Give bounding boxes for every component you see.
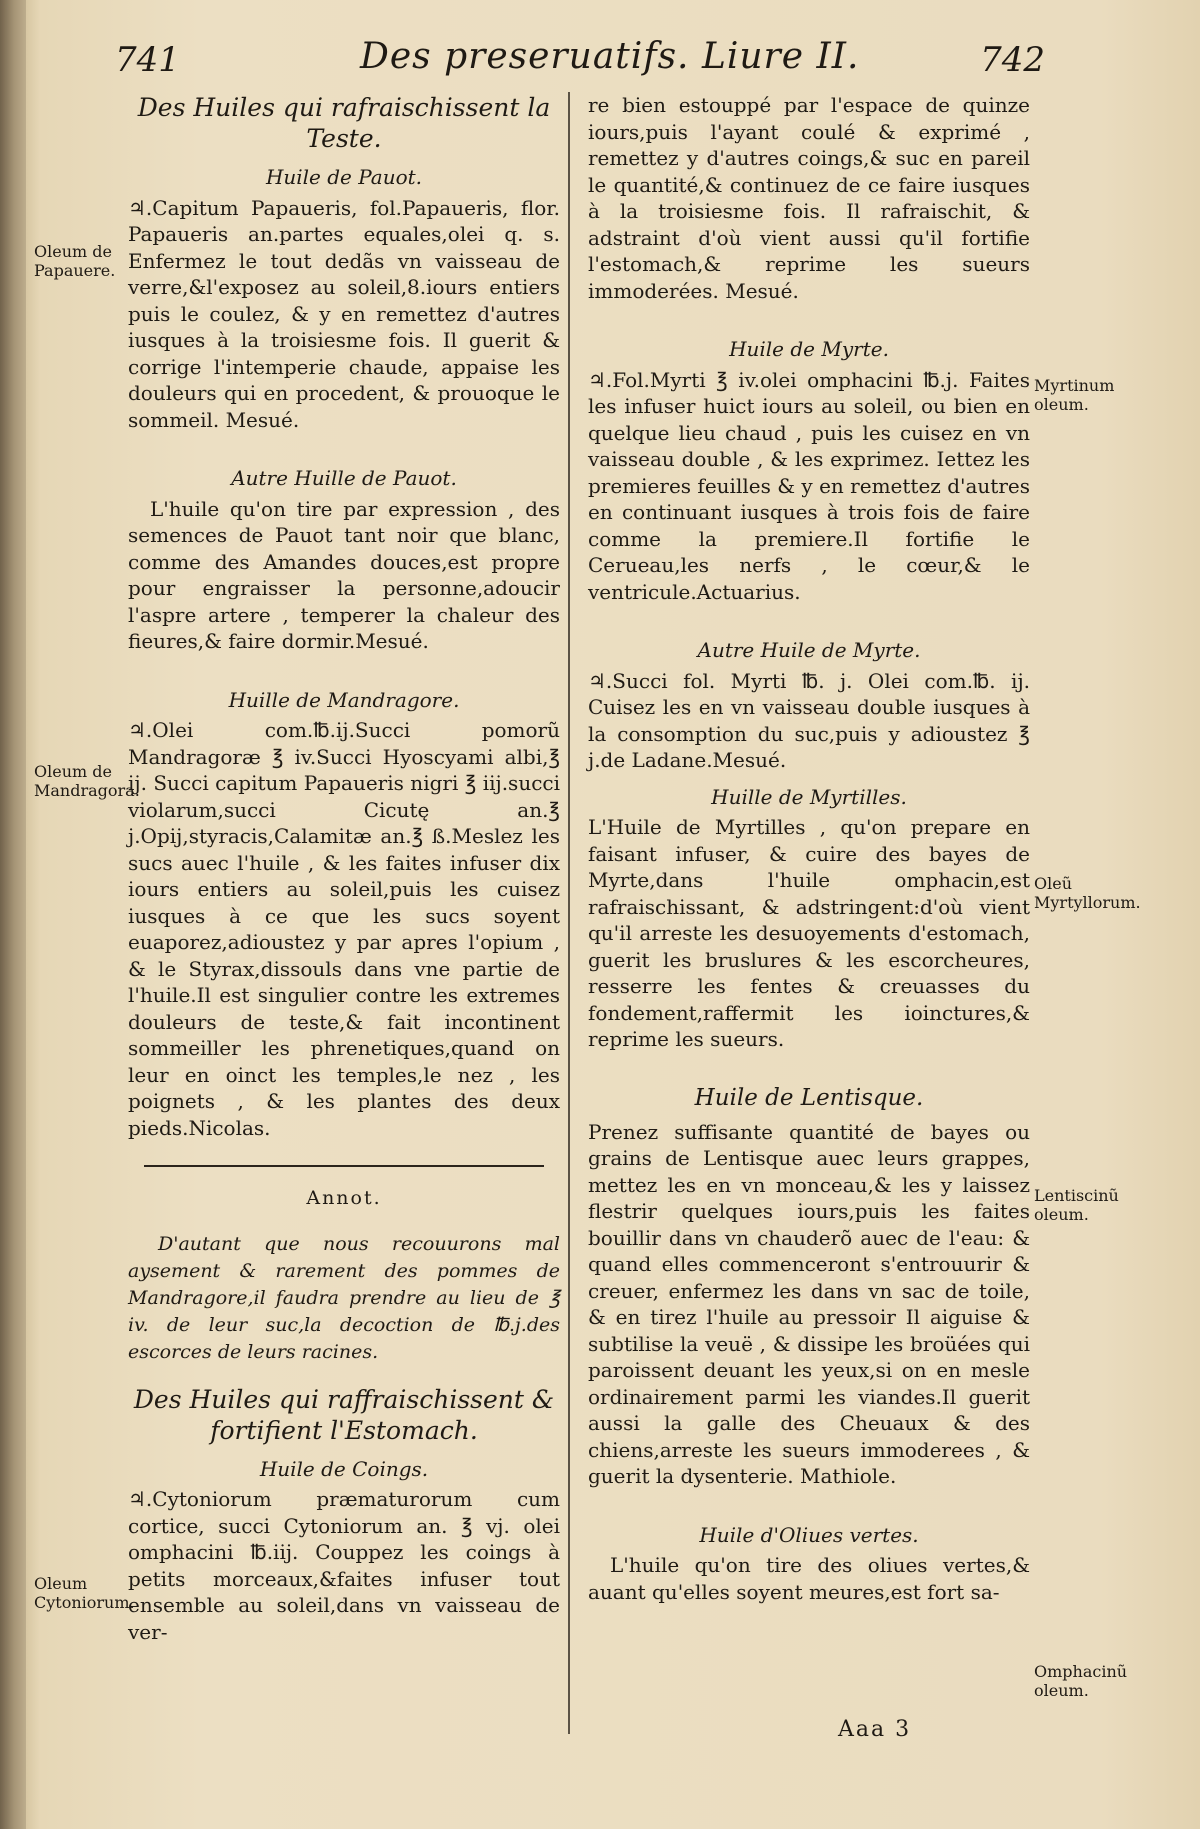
page-number-right: 742	[980, 40, 1045, 80]
margin-oleum-cytoniorum: Oleum Cytoniorum.	[34, 1574, 135, 1612]
text-myrtilles: L'Huile de Myrtilles , qu'on prepare en faisant infuser, & cuire des bayes de Myrte,dans l'huile omphacin,est rafraischissant, & adstringent:d'où vient qu'il arreste les desuoyements d'estomach, guerit les bruslures & les escorcheures, resserre les fentes & creuasses du fondement,raffermit les ioinctures,& reprime les sueurs.	[588, 815, 1030, 1051]
text-autre-pauot: L'huile qu'on tire par expression , des semences de Pauot tant noir que blanc, comme des Amandes douces,est propre pour engraisser la personne,adoucir l'aspre artere , temperer la chaleur des fieures,& faire dormir.Mesué.	[128, 496, 560, 653]
column-divider	[568, 92, 570, 1734]
text-coings: ♃.Cytoniorum præmaturorum cum cortice, succi Cytoniorum an. ℥ vj. olei omphacini ℔.iij. Couppez les coings à petits morceaux,&faites infuser tout ensemble au soleil,dans vn vaisseau de ver-	[128, 1487, 560, 1644]
heading-myrte: Huile de Myrte.	[729, 337, 889, 361]
margin-oleum-myrtyllorum: Oleũ Myrtyllorum.	[1034, 874, 1141, 912]
text-huile-pauot: ♃.Capitum Papaueris, fol.Papaueris, flor. Papaueris an.partes equales,olei q. s. Enfermez le tout dedãs vn vaisseau de verre,&l'exposez au soleil,8.iours entiers puis le coulez, & y en remettez d'autres iusques à la troisiesme fois. Il guerit & corrige l'intemperie chaude, appaise les douleurs qui en procedent, & prouoque le sommeil. Mesué.	[128, 195, 560, 432]
text-lentisque: Prenez suffisante quantité de bayes ou grains de Lentisque auec leurs grappes, mettez les en vn monceau,& les y laissez flestrir quelques iours,puis les faites bouillir dans vn chauderõ auec de l'eau: & quand elles commenceront s'entrouurir & creuer, enfermez les dans vn sac de toile, & en tirez l'huile au pressoir Il aiguise & subtilise la veuë , & dissipe les broüées qui paroissent deuant les yeux,si on en mesle ordinairement parmi les viandes.Il guerit aussi la galle des Cheuaux & des chiens,arreste les sueurs immoderees , & guerit la dysenterie. Mathiole.	[588, 1119, 1030, 1488]
annot-text: D'autant que nous recouurons mal aysement & rarement des pommes de Mandragore,il faudra prendre au lieu de ℥ iv. de leur suc,la decoction de ℔.j.des escorces de leurs racines.	[128, 1232, 560, 1363]
heading-lentisque: Huile de Lentisque.	[694, 1084, 924, 1111]
page-number-left: 741	[115, 40, 180, 80]
annot-heading: Annot.	[306, 1187, 382, 1209]
text-mandragore: ♃.Olei com.℔.ij.Succi pomorũ Mandragoræ ℥ iv.Succi Hyoscyami albi,℥ ij. Succi capitum Papaueris nigri ℥ iij.succi violarum,succi Cicutę an.℥ j.Opij,styracis,Calamitæ an.℥ ß.Meslez les sucs auec l'huile , & les faites infuser dix iours entiers au soleil,puis les cuisez iusques à ce que les sucs soyent euaporez,adioustez y par apres l'opium , & le Styrax,dissouls dans vne partie de l'huile.Il est singulier contre les extremes douleurs de teste,& fait incontinent sommeiller les phrenetiques,quand on leur en oinct les temples,le nez , les poignets , & les plantes des deux pieds.Nicolas.	[128, 718, 560, 1140]
heading-autre-pauot: Autre Huille de Pauot.	[231, 466, 457, 490]
heading-coings: Huile de Coings.	[259, 1456, 429, 1481]
text-olives: L'huile qu'on tire des oliues vertes,& auant qu'elles soyent meures,est fort sa-	[588, 1553, 1030, 1604]
margin-oleum-mandragora: Oleum de Mandragora.	[34, 762, 140, 800]
signature-mark: Aaa 3	[838, 1717, 912, 1742]
margin-omphacinum-oleum: Omphacinũ oleum.	[1034, 1662, 1128, 1700]
binding-gutter	[0, 0, 26, 1829]
heading-mandragore: Huille de Mandragore.	[228, 687, 460, 712]
heading-myrtilles: Huille de Myrtilles.	[711, 784, 907, 809]
page-header	[115, 30, 1045, 80]
heading-huile-pauot: Huile de Pauot.	[265, 165, 423, 189]
section-title-estomach: Des Huiles qui raffraischissent & fortifient l'Estomach.	[133, 1384, 555, 1445]
heading-olives: Huile d'Oliues vertes.	[699, 1522, 919, 1547]
annot-divider	[144, 1165, 544, 1167]
section-title-teste: Des Huiles qui rafraischissent la Teste.	[137, 93, 551, 153]
left-column	[128, 92, 560, 1653]
running-title: Des preseruatifs. Liure II.	[360, 36, 860, 77]
heading-autre-myrte: Autre Huile de Myrte.	[697, 638, 921, 662]
text-coings-continued: re bien estouppé par l'espace de quinze iours,puis l'ayant coulé & exprimé , remettez y d'autres coings,& suc en pareil le quantité,& continuez de ce faire iusques à la troisiesme fois. Il rafraischit, & adstraint d'où vient aussi qu'il fortifie l'estomach,& reprime les sueurs immoderées. Mesué.	[588, 93, 1030, 303]
right-column	[588, 92, 1030, 1613]
text-myrte: ♃.Fol.Myrti ℥ iv.olei omphacini ℔.j. Faites les infuser huict iours au soleil, ou bien en quelque lieu chaud , puis les cuisez en vn vaisseau double , & les exprimez. Iettez les premieres feuilles & y en remettez d'autres en continuant iusques à trois fois de faire comme la premiere.Il fortifie le Cerueau,les nerfs , le cœur,& le ventricule.Actuarius.	[588, 367, 1030, 604]
margin-myrtinum-oleum: Myrtinum oleum.	[1034, 376, 1115, 414]
text-autre-myrte: ♃.Succi fol. Myrti ℔. j. Olei com.℔. ij. Cuisez les en vn vaisseau double iusques à la consomption du suc,puis y adioustez ℥ j.de Ladane.Mesué.	[588, 668, 1030, 772]
margin-lentiscinum-oleum: Lentiscinũ oleum.	[1034, 1186, 1119, 1224]
margin-oleum-papauere: Oleum de Papauere.	[34, 242, 116, 280]
